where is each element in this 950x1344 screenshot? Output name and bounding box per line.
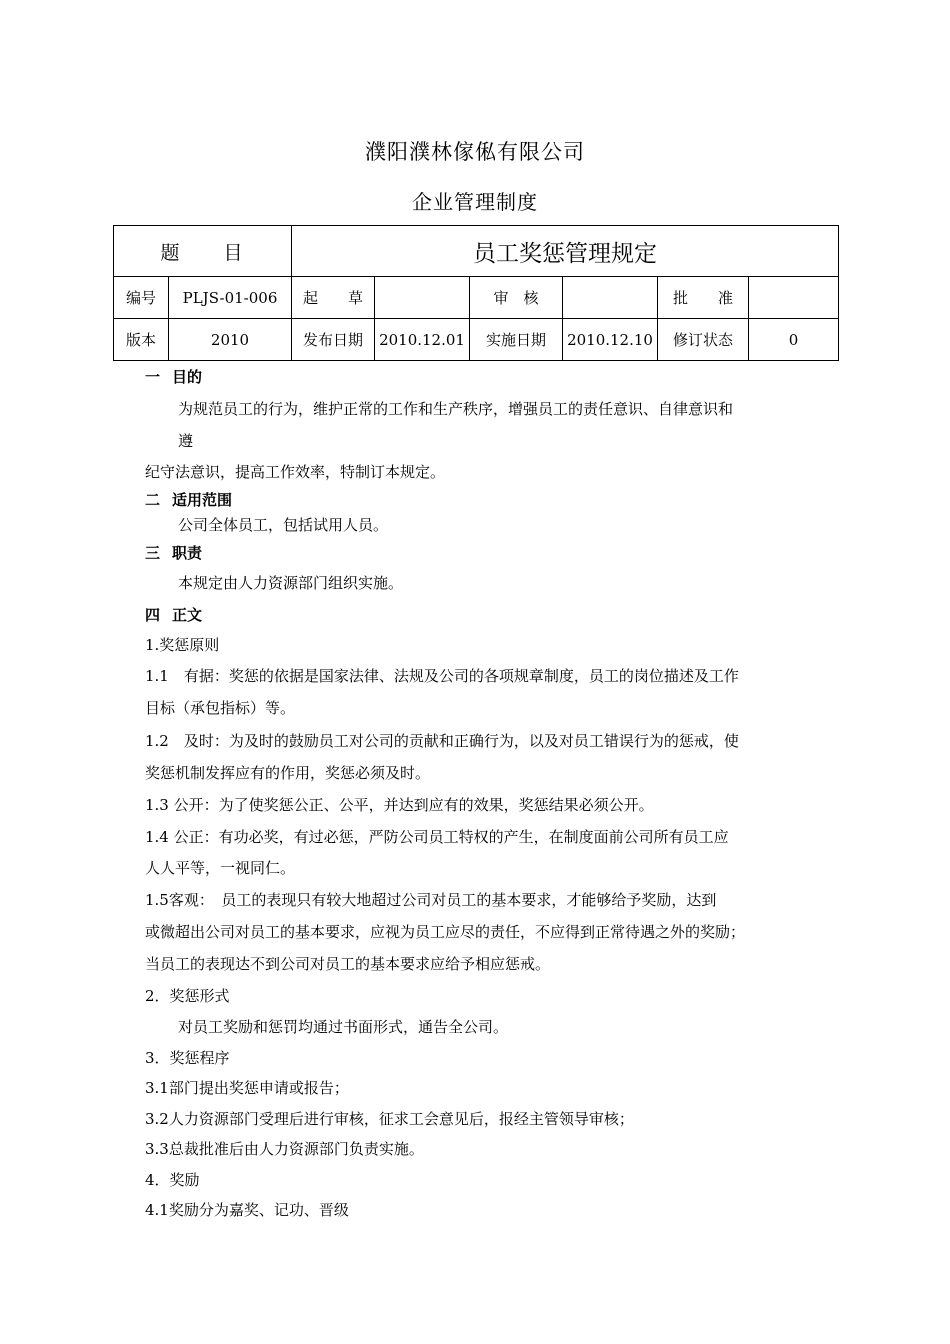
table-cell: 2010 [169,319,292,361]
section-heading-scope [145,489,232,510]
table-cell: 编号 [114,277,169,319]
section-number: 二 [145,491,161,509]
section-title: 目的 [172,368,203,386]
paragraph-line: 纪守法意识，提高工作效率，特制订本规定。 [145,463,446,481]
table-cell [375,277,470,319]
table-cell [563,277,658,319]
paragraph-line: 1.2 及时：为及时的鼓励员工对公司的贡献和正确行为，以及对员工错误行为的惩戒，使 [145,732,739,750]
paragraph-line: 1.3 公开：为了使奖惩公正、公平，并达到应有的效果，奖惩结果必须公开。 [145,796,654,814]
paragraph-line: 3.1部门提出奖惩申请或报告； [145,1079,349,1097]
table-cell: 审 核 [470,277,563,319]
paragraph-line: 对员工奖励和惩罚均通过书面形式，通告全公司。 [178,1018,509,1036]
section-heading-body [145,604,202,625]
paragraph-line: 为规范员工的行为，维护正常的工作和生产秩序，增强员工的责任意识、自律意识和 [178,400,734,418]
section-title: 适用范围 [172,491,233,509]
paragraph-line: 1.5客观： 员工的表现只有较大地超过公司对员工的基本要求，才能够给予奖励，达到 [145,891,717,909]
section-number: 三 [145,544,161,562]
table-cell: 2010.12.01 [375,319,470,361]
table-cell: 发布日期 [292,319,375,361]
table-cell: 批 准 [658,277,749,319]
table-row [114,226,839,277]
section-heading-purpose [145,366,202,387]
paragraph-line: 奖惩机制发挥应有的作用，奖惩必须及时。 [145,764,431,782]
paragraph-line: 3．奖惩程序 [145,1049,230,1067]
table-cell: 修订状态 [658,319,749,361]
paragraph-line: 遵 [178,432,194,450]
paragraph-line: 或微超出公司对员工的基本要求，应视为员工应尽的责任，不应得到正常待遇之外的奖励； [145,923,746,941]
table-cell [749,277,839,319]
section-number: 一 [145,368,161,386]
table-row [114,277,839,319]
table-cell: 版本 [114,319,169,361]
paragraph-line: 2．奖惩形式 [145,987,230,1005]
section-title: 职责 [172,544,203,562]
section-heading-responsibility [145,542,202,563]
table-cell: 0 [749,319,839,361]
paragraph-line: 1.奖惩原则 [145,636,220,654]
section-number: 四 [145,606,161,624]
document-title: 员工奖惩管理规定 [292,226,839,277]
paragraph-line: 公司全体员工，包括试用人员。 [178,516,389,534]
paragraph-line: 人人平等，一视同仁。 [145,859,296,877]
paragraph-line: 目标（承包指标）等。 [145,699,296,717]
paragraph-line: 3.3总裁批准后由人力资源部门负责实施。 [145,1140,424,1158]
paragraph-line: 3.2人力资源部门受理后进行审核，征求工会意见后，报经主管领导审核； [145,1110,634,1128]
section-title: 正文 [172,606,203,624]
table-row [114,319,839,361]
document-info-table [113,225,839,361]
paragraph-line: 1.4 公正：有功必奖，有过必惩，严防公司员工特权的产生，在制度面前公司所有员工应 [145,828,729,846]
paragraph-line: 1.1 有据：奖惩的依据是国家法律、法规及公司的各项规章制度，员工的岗位描述及工作 [145,667,739,685]
topic-label: 题 目 [114,226,292,277]
table-cell: 实施日期 [470,319,563,361]
table-cell: 起 草 [292,277,375,319]
table-cell: 2010.12.10 [563,319,658,361]
paragraph-line: 当员工的表现达不到公司对员工的基本要求应给予相应惩戒。 [145,955,551,973]
table-cell: PLJS-01-006 [169,277,292,319]
paragraph-line: 本规定由人力资源部门组织实施。 [178,574,404,592]
document-category: 企业管理制度 [412,190,538,214]
paragraph-line: 4．奖励 [145,1171,200,1189]
paragraph-line: 4.1奖励分为嘉奖、记功、晋级 [145,1201,349,1219]
company-name: 濮阳濮林傢俬有限公司 [365,140,585,164]
